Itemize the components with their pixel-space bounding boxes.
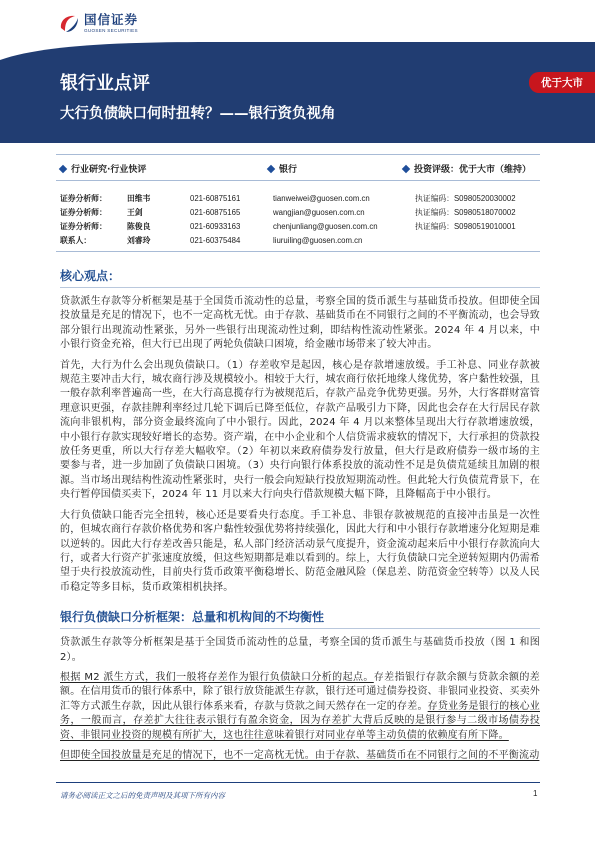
analyst-cert: 执证编码：S0980519010001 (415, 221, 516, 231)
investment-rating-label: 投资评级：优于大市（维持） (414, 165, 532, 175)
contact-role: 联系人： (60, 235, 92, 245)
investment-rating (403, 162, 531, 175)
analyst-table (60, 191, 540, 247)
contact-phone: 021-60375484 (190, 235, 241, 245)
rating-tag-label: 优于大市 (541, 77, 583, 89)
analyst-role: 证券分析师： (60, 221, 107, 231)
underlined-text: 根据 M2 派生方式，我们一般将存差作为银行负债缺口分析的起点。 (60, 671, 374, 683)
analyst-email: tianweiwei@guosen.com.cn (273, 193, 370, 203)
paragraph (60, 636, 540, 665)
report-body (60, 262, 540, 777)
underlined-text: 但即使全国投放量是充足的情况下，也不一定高枕无忧。由于存款、基础货币在不同银行之间的不平衡流动 (60, 749, 540, 761)
analyst-phone: 021-60875165 (190, 207, 241, 217)
analyst-cert: 执证编码：S0980518070002 (415, 207, 516, 217)
underlined-text: 存贷业务是银行的核心业务，一般而言，存差扩大往往表示银行有盈余资金，因为存差扩大背后反映的是银行参与二级市场债券投资、非银同业投资的规模有所扩大，这也往往意味着银行对同业存单等主动负债的依赖度有所下降。 (60, 700, 540, 741)
paragraph (60, 671, 540, 743)
section-heading-core-views: 核心观点： (60, 268, 540, 288)
paragraph (60, 359, 540, 503)
divider (56, 251, 540, 252)
analyst-cert: 执证编码：S0980520030002 (415, 193, 516, 203)
guosen-logo (58, 13, 138, 35)
brand-name-cn: 国信证券 (84, 12, 139, 28)
industry-label: 银行 (279, 165, 298, 175)
contact-row (60, 233, 540, 247)
report-info-row (56, 154, 540, 181)
paragraph (60, 509, 540, 595)
diamond-bullet-icon (402, 164, 410, 172)
report-category: 银行业点评 (60, 73, 150, 94)
report-industry (268, 162, 297, 175)
analyst-phone: 021-60933163 (190, 221, 241, 231)
guosen-logo-icon (58, 13, 80, 35)
rating-tag (529, 72, 595, 93)
contact-name: 刘睿玲 (127, 235, 151, 245)
contact-email: liuruiling@guosen.com.cn (273, 235, 363, 245)
analyst-role: 证券分析师： (60, 207, 107, 217)
analyst-row (60, 191, 540, 205)
analyst-phone: 021-60875161 (190, 193, 241, 203)
paragraph-text: 存差指银行存款余额与贷款余额的差额。在信用货币的银行体系中，除了银行放贷能派生存款，银行还可通过债券投资、非银同业投资、买卖外汇等方式派生存款，因此从银行体系来看，存款与贷款之间天然存在一定的存差。 (60, 671, 540, 712)
analyst-name: 陈俊良 (127, 221, 151, 231)
paragraph-text: 首先，大行为什么会出现负债缺口。（1）存差收窄是起因，核心是存款增速放缓。手工补息、同业存款被规范主要冲击大行，城农商行涉及规模较小。相较于大行，城农商行依托地缘人缘优势，客户黏性较强，且一般存款利率普遍高一些，在大行高息揽存行为被规范后，存款产品竞争优势更强。另外，大行客群财富管理意识更强，存款挂牌利率经过几轮下调后已降至低位，存款产品吸引力下降，因此也会存在大行居民存款流向非银机构，部分资金最终流向了中小银行。因此，2024 年 4 月以来整体呈现出大行存款增速放缓，中小银行存款实现较好增长的态势。资产端，在中小企业和个人信贷需求疲软的情况下，大行承担的贷款投放任务更重，所以大行存差大幅收窄。（2）年初以来政府债券发行放量，但大行是政府债券一级市场的主要参与者，进一步加剧了负债缺口困境。（3）央行向银行体系投放的流动性不足是负债荒延续且加剧的根源。当市场出现结构性流动性紧张时，央行一般会向短缺行投放短期流动性。但此轮大行负债荒背景下，在央行暂停国债买卖下，2024 年 11 月以来大行向央行借款规模大幅下降，且降幅高于中小银行。 (60, 359, 540, 501)
footer-disclaimer: 请务必阅读正文之后的免责声明及其项下所有内容 (60, 791, 225, 800)
analyst-name: 田维韦 (127, 193, 151, 203)
paragraph (60, 749, 540, 763)
analyst-name: 王剑 (127, 207, 143, 217)
analyst-email: wangjian@guosen.com.cn (273, 207, 365, 217)
footer-divider (56, 782, 540, 783)
diamond-bullet-icon (59, 164, 67, 172)
report-type-label: 行业研究·行业快评 (71, 165, 147, 175)
paragraph-text: 大行负债缺口能否完全扭转，核心还是要看央行态度。手工补息、非银存款被规范的直接冲击虽是一次性的，但城农商行存款价格优势和客户黏性较强优势将持续强化，因此大行和中小银行存款增速分化短期是难以逆转的。因此大行存差改善只能是，私人部门经济活动景气度提升，资金流动起来后中小银行存款流向大行，或者大行资产扩张速度放缓，但这些短期都是难以看到的。综上，大行负债缺口完全逆转短期内仍需希望于央行投放流动性，目前央行货币政策平衡稳增长、防范金融风险（保息差、防范资金空转等）以及人民币稳定等多目标，货币政策相机抉择。 (60, 509, 540, 593)
paragraph-text: 贷款派生存款等分析框架是基于全国货币流动性的总量，考察全国的货币派生与基础货币投放（图 1 和图 2）。 (60, 637, 540, 663)
section-heading-framework: 银行负债缺口分析框架：总量和机构间的不均衡性 (60, 609, 540, 629)
paragraph (60, 295, 540, 353)
page-number: 1 (533, 789, 538, 798)
report-type (60, 162, 146, 175)
analyst-role: 证券分析师： (60, 193, 107, 203)
analyst-row (60, 205, 540, 219)
paragraph-text: 贷款派生存款等分析框架是基于全国货币流动性的总量，考察全国的货币派生与基础货币投放。但即使全国投放量是充足的情况下，也不一定高枕无忧。由于存款、基础货币在不同银行之间的不平衡流动，也会导致部分银行出现流动性紧张，另外一些银行出现流动性过剩，即结构性流动性紧张。2024 年 4 月以来，中小银行资金充裕，但大行已出现了两轮负债缺口困境，给金融市场带来了较大冲击。 (60, 296, 540, 351)
report-title: 大行负债缺口何时扭转？——银行资负视角 (60, 106, 336, 122)
brand-name-en: GUOSEN SECURITIES (84, 27, 138, 33)
analyst-email: chenjunliang@guosen.com.cn (273, 221, 378, 231)
analyst-row (60, 219, 540, 233)
diamond-bullet-icon (267, 164, 275, 172)
logo-text (84, 14, 138, 33)
